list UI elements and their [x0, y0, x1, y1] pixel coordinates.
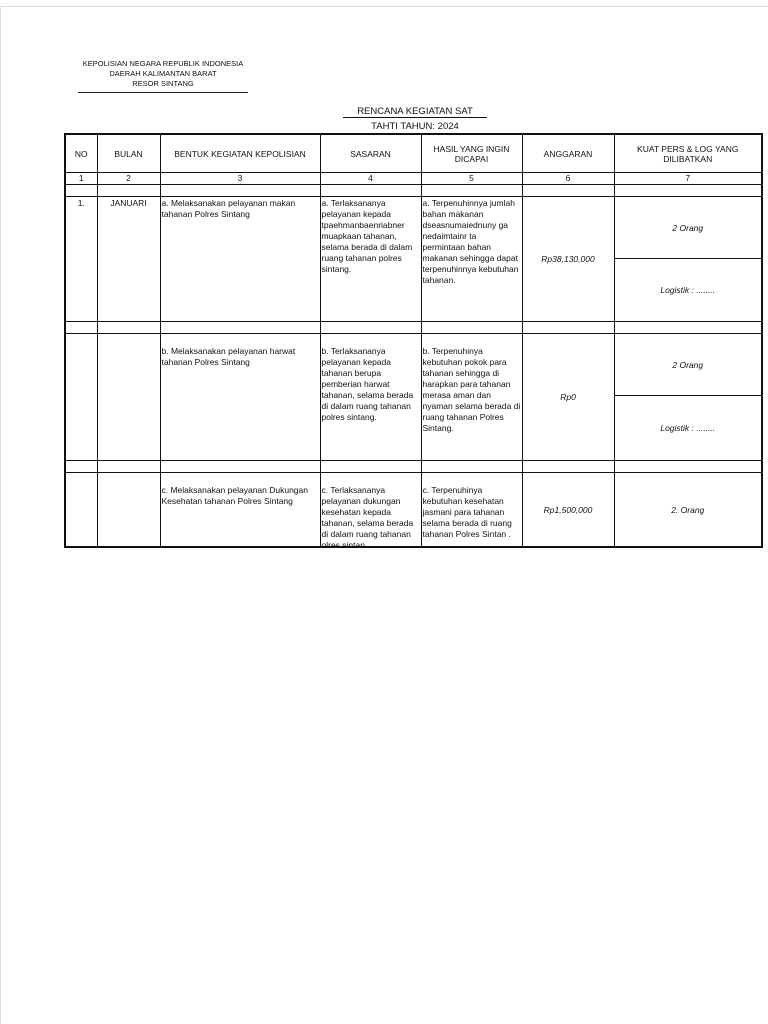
row-pers: 2 Orang — [615, 197, 762, 259]
org-line-3: RESOR SINTANG — [132, 79, 194, 88]
doc-title — [330, 106, 500, 117]
row-kegiatan: a. Melaksanakan pelayanan makan tahanan Polres Sintang — [160, 197, 320, 322]
row-anggaran: Rp38,130,000 — [522, 197, 614, 322]
row-sasaran: b. Terlaksananya pelayanan kepada tahanan berupa pemberian harwat tahanan, selama berada di dalam ruang tahanan polres sintang. — [320, 334, 421, 461]
row-no — [65, 473, 97, 548]
row-pers-cell — [614, 197, 762, 322]
row-sasaran: c. Terlaksananya pelayanan dukungan kesehatan kepada tahanan, selama berada di dalam ruang tahanan olres sintan . — [321, 485, 414, 550]
row-hasil-cell — [421, 473, 522, 548]
row-bulan — [97, 473, 160, 548]
col-number: 3 — [160, 173, 320, 185]
org-header — [78, 59, 248, 93]
row-logistik: Logistik : ........ — [660, 423, 716, 433]
doc-title-text: RENCANA KEGIATAN SAT — [343, 106, 487, 118]
col-header-kegiatan: BENTUK KEGIATAN KEPOLISIAN — [160, 134, 320, 173]
table-row — [65, 197, 762, 322]
header-rule — [78, 92, 248, 93]
row-hasil: a. Terpenuhinnya jumlah bahan makanan dseasnumaiednuny ga nedaimtainr ta permintaan bahan makanan sehingga dapat terpenuhinnya kebutuhan tahanan. — [421, 197, 522, 322]
row-no: 1. — [65, 197, 97, 322]
col-number: 5 — [421, 173, 522, 185]
spacer-row — [65, 185, 762, 197]
spacer-row — [65, 461, 762, 473]
col-number: 4 — [320, 173, 421, 185]
row-hasil: c. Terpenuhinya kebutuhan kesehatan jasmani para tahanan selama berada di ruang tahanan Polres Sintan . — [422, 485, 512, 539]
activity-table — [64, 133, 763, 548]
org-line-2: DAERAH KALIMANTAN BARAT — [109, 69, 217, 78]
row-kegiatan: b. Melaksanakan pelayanan harwat tahanan Polres Sintang — [160, 334, 320, 461]
col-number: 7 — [614, 173, 762, 185]
col-number: 2 — [97, 173, 160, 185]
col-header-sasaran: SASARAN — [320, 134, 421, 173]
row-anggaran: Rp1,500,000 — [522, 473, 614, 548]
row-pers: 2 Orang — [615, 334, 762, 396]
row-logistik: Logistik : ........ — [660, 285, 716, 295]
row-kegiatan: c. Melaksanakan pelayanan Dukungan Kesehatan tahanan Polres Sintang — [160, 473, 320, 548]
col-number: 1 — [65, 173, 97, 185]
org-line-1: KEPOLISIAN NEGARA REPUBLIK INDONESIA — [82, 59, 244, 68]
row-hasil: b. Terpenuhinya kebutuhan pokok para tahanan sehingga di harapkan para tahanan merasa aman dan nyaman selama berada di ruang tahanan Polres Sintang. — [421, 334, 522, 461]
row-pers: 2. Orang — [614, 473, 762, 548]
col-header-bulan: BULAN — [97, 134, 160, 173]
row-sasaran: a. Terlaksananya pelayanan kepada tpaehmanbaenriabner muapkaan tahanan, selama berada di dalam ruang tahanan polres sintang. — [320, 197, 421, 322]
row-bulan — [97, 334, 160, 461]
table-header-row — [65, 134, 762, 173]
col-header-pers: KUAT PERS & LOG YANG DILIBATKAN — [614, 134, 762, 173]
row-anggaran: Rp0 — [522, 334, 614, 461]
spacer-row — [65, 322, 762, 334]
row-bulan: JANUARI — [97, 197, 160, 322]
table-row — [65, 334, 762, 461]
row-no — [65, 334, 97, 461]
page-border-top — [0, 6, 768, 7]
page-border-left — [0, 6, 1, 1024]
row-pers-cell — [614, 334, 762, 461]
doc-subtitle: TAHTI TAHUN: 2024 — [371, 121, 459, 132]
row-sasaran-cell — [320, 473, 421, 548]
column-number-row — [65, 173, 762, 185]
col-number: 6 — [522, 173, 614, 185]
col-header-no: NO — [65, 134, 97, 173]
table-row — [65, 473, 762, 548]
col-header-hasil: HASIL YANG INGIN DICAPAI — [421, 134, 522, 173]
col-header-anggaran: ANGGARAN — [522, 134, 614, 173]
